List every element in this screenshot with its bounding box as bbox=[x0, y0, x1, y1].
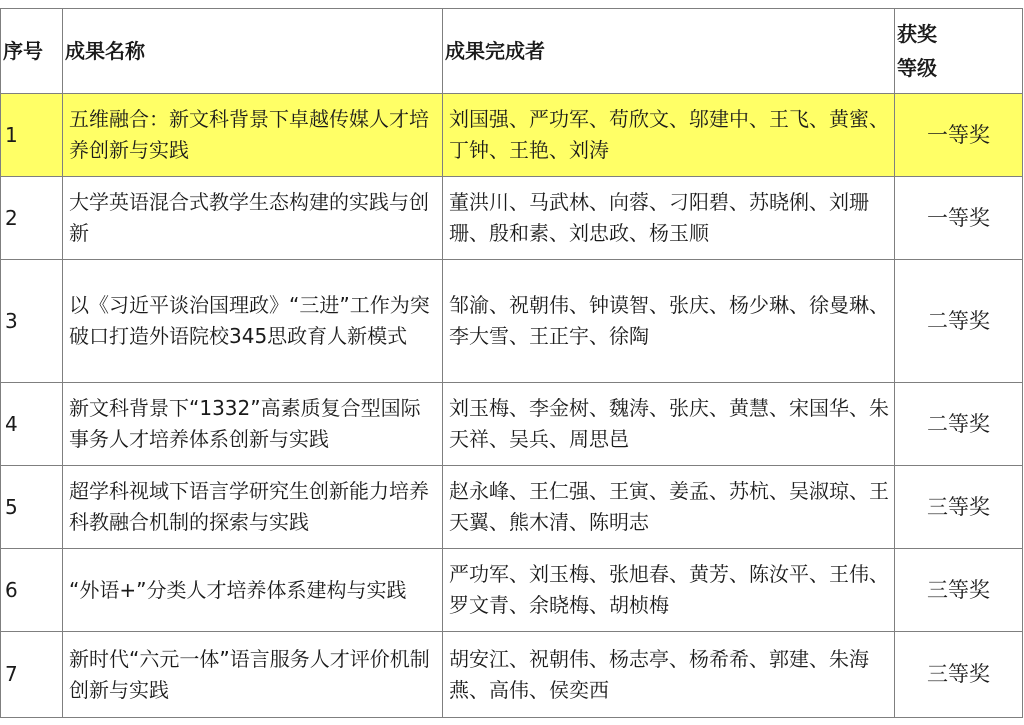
cell-seq: 2 bbox=[1, 177, 63, 260]
cell-level: 三等奖 bbox=[895, 549, 1023, 632]
table-row bbox=[1, 177, 1023, 260]
header-award bbox=[895, 9, 1023, 94]
awards-table bbox=[0, 8, 1023, 718]
table-row bbox=[1, 260, 1023, 383]
cell-name: 以《习近平谈治国理政》“三进”工作为突破口打造外语院校345思政育人新模式 bbox=[63, 260, 443, 383]
header-seq: 序号 bbox=[1, 9, 63, 94]
cell-seq: 6 bbox=[1, 549, 63, 632]
cell-authors: 赵永峰、王仁强、王寅、姜孟、苏杭、吴淑琼、王天翼、熊木清、陈明志 bbox=[443, 466, 895, 549]
table-header-row bbox=[1, 9, 1023, 94]
cell-name: 超学科视域下语言学研究生创新能力培养科教融合机制的探索与实践 bbox=[63, 466, 443, 549]
cell-name: “外语+”分类人才培养体系建构与实践 bbox=[63, 549, 443, 632]
cell-name: 新时代“六元一体”语言服务人才评价机制创新与实践 bbox=[63, 632, 443, 718]
cell-authors: 刘国强、严功军、苟欣文、邬建中、王飞、黄蜜、丁钟、王艳、刘涛 bbox=[443, 94, 895, 177]
cell-name: 大学英语混合式教学生态构建的实践与创新 bbox=[63, 177, 443, 260]
cell-name: 新文科背景下“1332”高素质复合型国际事务人才培养体系创新与实践 bbox=[63, 383, 443, 466]
header-award-line2: 等级 bbox=[897, 56, 937, 80]
cell-level: 一等奖 bbox=[895, 94, 1023, 177]
cell-authors: 刘玉梅、李金树、魏涛、张庆、黄慧、宋国华、朱天祥、吴兵、周思邑 bbox=[443, 383, 895, 466]
table-row bbox=[1, 383, 1023, 466]
cell-level: 三等奖 bbox=[895, 466, 1023, 549]
cell-authors: 邹渝、祝朝伟、钟谟智、张庆、杨少琳、徐曼琳、李大雪、王正宇、徐陶 bbox=[443, 260, 895, 383]
table-row bbox=[1, 632, 1023, 718]
cell-authors: 严功军、刘玉梅、张旭春、黄芳、陈汝平、王伟、罗文青、余晓梅、胡桢梅 bbox=[443, 549, 895, 632]
header-award-line1: 获奖 bbox=[897, 22, 937, 46]
cell-seq: 5 bbox=[1, 466, 63, 549]
cell-level: 三等奖 bbox=[895, 632, 1023, 718]
cell-seq: 7 bbox=[1, 632, 63, 718]
cell-seq: 4 bbox=[1, 383, 63, 466]
cell-name: 五维融合：新文科背景下卓越传媒人才培养创新与实践 bbox=[63, 94, 443, 177]
table-row bbox=[1, 549, 1023, 632]
header-name: 成果名称 bbox=[63, 9, 443, 94]
table-row bbox=[1, 466, 1023, 549]
cell-seq: 3 bbox=[1, 260, 63, 383]
header-authors: 成果完成者 bbox=[443, 9, 895, 94]
cell-level: 二等奖 bbox=[895, 260, 1023, 383]
cell-authors: 胡安江、祝朝伟、杨志亭、杨希希、郭建、朱海燕、高伟、侯奕西 bbox=[443, 632, 895, 718]
cell-level: 二等奖 bbox=[895, 383, 1023, 466]
cell-authors: 董洪川、马武林、向蓉、刁阳碧、苏晓俐、刘珊珊、殷和素、刘忠政、杨玉顺 bbox=[443, 177, 895, 260]
cell-seq: 1 bbox=[1, 94, 63, 177]
table-row bbox=[1, 94, 1023, 177]
cell-level: 一等奖 bbox=[895, 177, 1023, 260]
